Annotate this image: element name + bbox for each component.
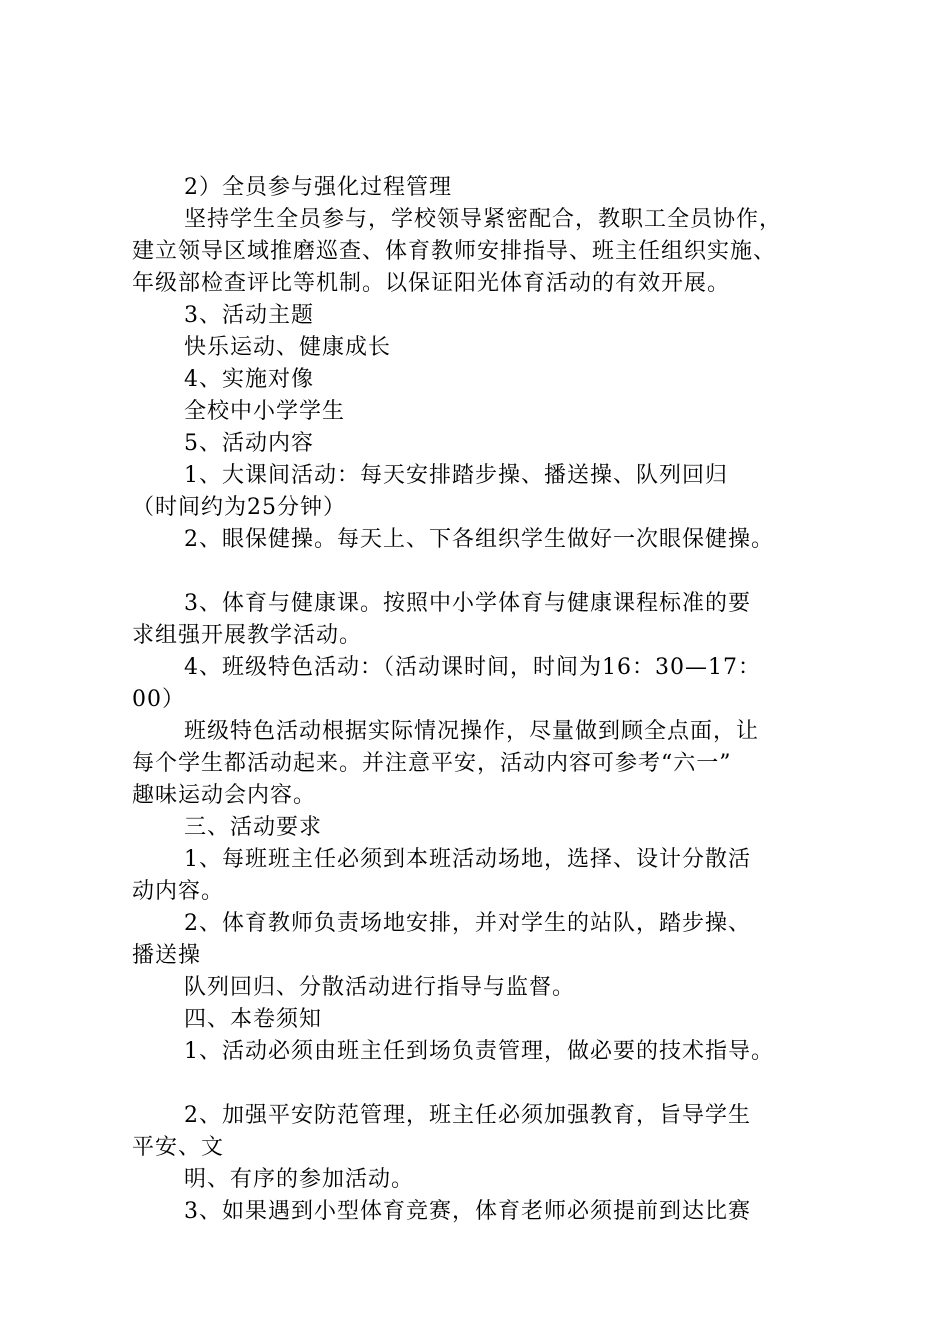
paragraph-line: 年级部检查评比等机制。以保证阳光体育活动的有效开展。	[132, 271, 731, 296]
list-item-line: 1、活动必须由班主任到场负责管理，做必要的技术指导。	[184, 1039, 774, 1064]
section-heading: 四、本卷须知	[184, 1007, 323, 1032]
paragraph-line: 班级特色活动根据实际情况操作，尽量做到顾全点面，让	[184, 719, 760, 744]
subsection-heading: 2）全员参与强化过程管理	[184, 175, 452, 200]
list-item-line: 求组强开展教学活动。	[132, 623, 363, 648]
list-item-line: 队列回归、分散活动进行指导与监督。	[184, 975, 576, 1000]
list-item-line: 3、如果遇到小型体育竞赛，体育老师必须提前到达比赛	[184, 1199, 751, 1224]
list-item-line: 2、体育教师负责场地安排，并对学生的站队，踏步操、	[184, 911, 751, 936]
paragraph-line: 趣味运动会内容。	[132, 783, 317, 808]
list-item-line: 1、大课间活动：每天安排踏步操、播送操、队列回归	[184, 463, 728, 488]
paragraph-line: 全校中小学学生	[184, 399, 346, 424]
section-heading: 三、活动要求	[184, 815, 323, 840]
paragraph-line: 每个学生都活动起来。并注意平安，活动内容可参考“六一”	[132, 751, 732, 776]
paragraph-line: 建立领导区域推磨巡查、体育教师安排指导、班主任组织实施、	[132, 239, 777, 264]
blank-line	[132, 556, 832, 588]
list-item-line: 播送操	[132, 943, 202, 968]
paragraph-line: 快乐运动、健康成长	[184, 335, 392, 360]
list-item-line: 4、班级特色活动：（活动课时间，时间为16：30—17：	[184, 655, 761, 680]
blank-line	[132, 1068, 832, 1100]
paragraph-line: 坚持学生全员参与，学校领导紧密配合，教职工全员协作，	[184, 207, 783, 232]
document-body	[132, 172, 832, 1228]
list-item-line: 明、有序的参加活动。	[184, 1167, 415, 1192]
list-item-line: 平安、文	[132, 1135, 225, 1160]
subsection-heading: 5、活动内容	[184, 431, 314, 456]
list-item-line: 3、体育与健康课。按照中小学体育与健康课程标准的要	[184, 591, 751, 616]
list-item-line: 2、眼保健操。每天上、下各组织学生做好一次眼保健操。	[184, 527, 774, 552]
list-item-line: （时间约为25分钟）	[132, 495, 346, 520]
list-item-line: 动内容。	[132, 879, 225, 904]
subsection-heading: 4、实施对像	[184, 367, 314, 392]
list-item-line: 2、加强平安防范管理，班主任必须加强教育，旨导学生	[184, 1103, 751, 1128]
list-item-line: 1、每班班主任必须到本班活动场地，选择、设计分散活	[184, 847, 751, 872]
subsection-heading: 3、活动主题	[184, 303, 314, 328]
list-item-line: 00）	[132, 687, 185, 712]
